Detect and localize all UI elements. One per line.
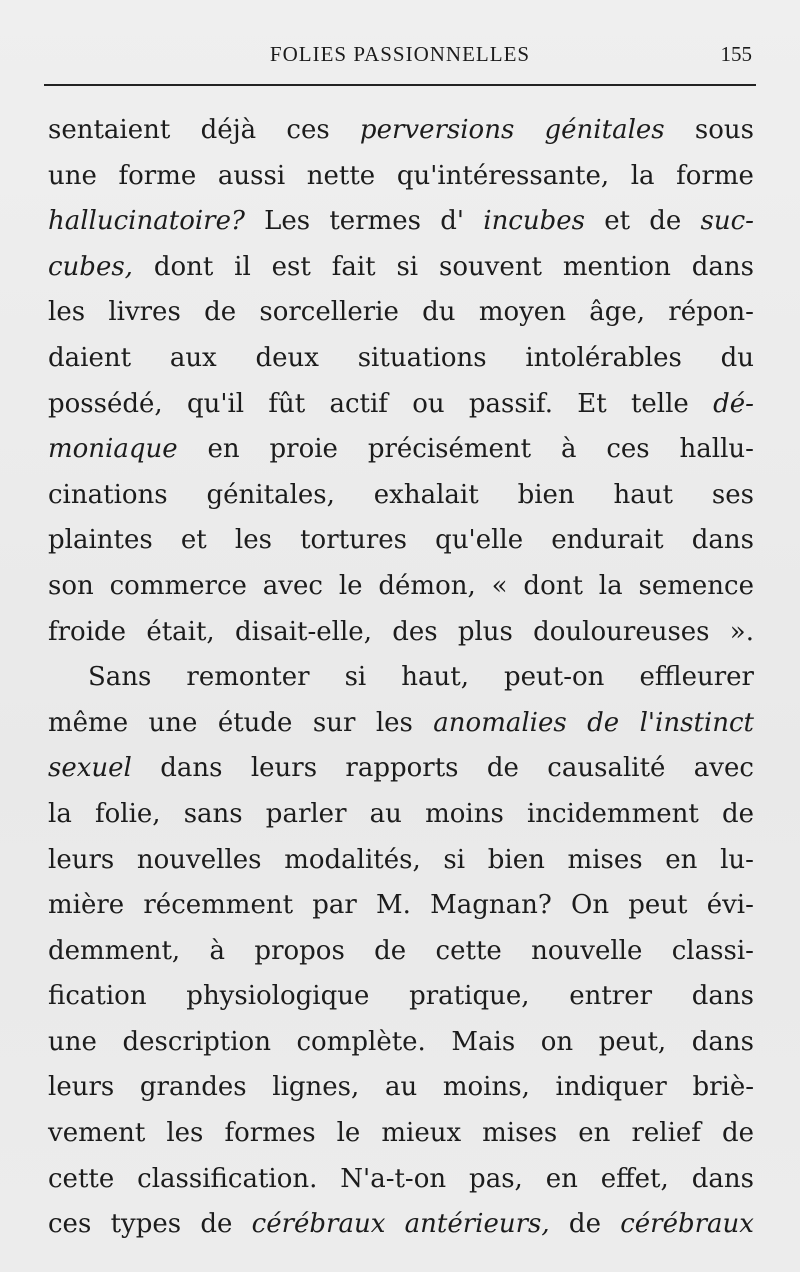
word: endurait bbox=[551, 525, 664, 556]
word: causalité bbox=[547, 753, 666, 784]
word: à bbox=[560, 434, 577, 465]
word: mieux bbox=[381, 1118, 462, 1149]
text-line bbox=[48, 564, 754, 610]
word: passif. bbox=[468, 388, 553, 419]
text-line bbox=[48, 655, 754, 701]
word: peut-on bbox=[504, 662, 605, 693]
word: ces bbox=[286, 115, 330, 145]
text-line bbox=[48, 1111, 754, 1157]
word: le bbox=[336, 1118, 361, 1149]
word: dont bbox=[153, 251, 214, 282]
text-line bbox=[48, 929, 754, 975]
word: possédé, bbox=[48, 388, 163, 419]
word: douloureuses bbox=[533, 616, 710, 647]
word: remonter bbox=[186, 662, 310, 693]
running-head bbox=[48, 40, 752, 72]
word: si bbox=[396, 251, 419, 282]
word: les bbox=[48, 297, 86, 328]
word: de bbox=[568, 1209, 601, 1240]
word: Magnan? bbox=[430, 890, 552, 921]
word: dans bbox=[691, 981, 754, 1012]
word: classi- bbox=[671, 935, 754, 966]
text-line bbox=[48, 199, 754, 245]
italic-word: dé- bbox=[713, 388, 754, 419]
word: relief bbox=[631, 1118, 701, 1149]
italic-word: suc- bbox=[700, 206, 754, 237]
word: ces bbox=[606, 434, 650, 465]
word: moins bbox=[425, 798, 504, 829]
word: qu'elle bbox=[435, 525, 524, 556]
word: exhalait bbox=[373, 479, 479, 510]
word: propos bbox=[254, 935, 345, 966]
word: telle bbox=[630, 388, 689, 419]
text-line bbox=[48, 336, 754, 382]
italic-word: de bbox=[587, 707, 620, 738]
italic-word: génitales bbox=[544, 115, 665, 145]
word: rapports bbox=[345, 753, 459, 784]
word: une bbox=[48, 160, 97, 191]
running-title: FOLIES PASSIONNELLES bbox=[269, 42, 531, 66]
word: moyen bbox=[478, 297, 566, 328]
word: fût bbox=[268, 388, 306, 419]
text-line bbox=[48, 701, 754, 747]
word: avec bbox=[262, 570, 323, 601]
header-rule bbox=[44, 84, 756, 86]
text-line bbox=[48, 1157, 754, 1203]
word: ces bbox=[48, 1209, 92, 1240]
word: du bbox=[422, 297, 456, 328]
italic-word: hallucinatoire? bbox=[48, 206, 245, 237]
word: semence bbox=[638, 570, 754, 601]
text-line bbox=[48, 792, 754, 838]
word: aussi bbox=[217, 160, 286, 191]
word: leurs bbox=[48, 844, 115, 875]
word: fait bbox=[331, 251, 376, 282]
word: les bbox=[375, 707, 413, 738]
word: avec bbox=[693, 753, 754, 784]
word: dans bbox=[691, 1163, 754, 1194]
word: commerce bbox=[109, 570, 247, 601]
word: types bbox=[110, 1209, 182, 1240]
word: indiquer bbox=[555, 1072, 667, 1103]
word: étude bbox=[217, 707, 293, 738]
word: haut, bbox=[401, 662, 469, 693]
word: de bbox=[200, 1209, 233, 1240]
word: si bbox=[443, 844, 466, 875]
word: plus bbox=[457, 616, 513, 647]
word: aux bbox=[169, 342, 217, 373]
word: « bbox=[491, 570, 508, 601]
word: complète. bbox=[296, 1026, 426, 1057]
word: et bbox=[604, 206, 631, 237]
word: et bbox=[180, 525, 207, 556]
word: il bbox=[234, 251, 251, 282]
word: démon, bbox=[378, 570, 476, 601]
word: de bbox=[374, 935, 407, 966]
text-line bbox=[48, 427, 754, 473]
word: peut, bbox=[598, 1026, 667, 1057]
text-line bbox=[48, 518, 754, 564]
text-line bbox=[48, 1065, 754, 1111]
word: nette bbox=[306, 160, 376, 191]
body-text bbox=[48, 108, 754, 1248]
text-line bbox=[48, 473, 754, 519]
text-line bbox=[48, 290, 754, 336]
word: Et bbox=[577, 388, 607, 419]
italic-word: cérébraux bbox=[251, 1209, 386, 1240]
word: effleurer bbox=[639, 662, 754, 693]
word: dont bbox=[523, 570, 583, 601]
text-line bbox=[48, 382, 754, 428]
word: physiologique bbox=[186, 981, 370, 1012]
word: disait-elle, bbox=[234, 616, 372, 647]
word: leurs bbox=[48, 1072, 115, 1103]
text-line bbox=[48, 746, 754, 792]
italic-word: antérieurs, bbox=[404, 1209, 550, 1240]
word: sentaient bbox=[48, 115, 171, 145]
word: grandes bbox=[139, 1072, 247, 1103]
word: au bbox=[384, 1072, 418, 1103]
word: à bbox=[209, 935, 226, 966]
word: mises bbox=[567, 844, 643, 875]
word: deux bbox=[255, 342, 319, 373]
word: la bbox=[630, 160, 655, 191]
word: en bbox=[207, 434, 240, 465]
word: dans bbox=[691, 251, 754, 282]
word: effet, bbox=[600, 1163, 669, 1194]
word: récemment bbox=[143, 890, 294, 921]
word: mention bbox=[562, 251, 671, 282]
word: souvent bbox=[439, 251, 543, 282]
word: nouvelles bbox=[136, 844, 262, 875]
word: cinations bbox=[48, 479, 168, 510]
word: en bbox=[665, 844, 698, 875]
word: briè- bbox=[692, 1072, 754, 1103]
word: proie bbox=[269, 434, 338, 465]
word: On bbox=[571, 890, 610, 921]
word: dans bbox=[160, 753, 223, 784]
word: est bbox=[271, 251, 311, 282]
word: termes bbox=[329, 206, 422, 237]
word: sans bbox=[183, 798, 243, 829]
word: en bbox=[578, 1118, 611, 1149]
word: on bbox=[540, 1026, 574, 1057]
word: déjà bbox=[200, 115, 257, 145]
word: de bbox=[649, 206, 682, 237]
word: sous bbox=[694, 115, 754, 145]
word: qu'il bbox=[186, 388, 245, 419]
word: sorcellerie bbox=[259, 297, 399, 328]
word: forme bbox=[118, 160, 197, 191]
text-line bbox=[48, 245, 754, 291]
word: parler bbox=[265, 798, 347, 829]
word: de bbox=[486, 753, 519, 784]
word: hallu- bbox=[679, 434, 754, 465]
word: classification. bbox=[137, 1163, 318, 1194]
word: en bbox=[545, 1163, 578, 1194]
word: moins, bbox=[442, 1072, 530, 1103]
word: ou bbox=[412, 388, 445, 419]
text-line bbox=[48, 974, 754, 1020]
word: haut bbox=[613, 479, 673, 510]
word: vement bbox=[48, 1118, 146, 1149]
word: la bbox=[598, 570, 623, 601]
word: bien bbox=[517, 479, 575, 510]
word: pratique, bbox=[409, 981, 530, 1012]
word: d' bbox=[440, 206, 465, 237]
word: cette bbox=[48, 1163, 115, 1194]
word: daient bbox=[48, 342, 132, 373]
word: de bbox=[721, 1118, 754, 1149]
word: ses bbox=[711, 479, 754, 510]
word: incidemment bbox=[526, 798, 699, 829]
word: leurs bbox=[250, 753, 318, 784]
word: une bbox=[48, 1026, 97, 1057]
word: des bbox=[392, 616, 438, 647]
italic-word: l'instinct bbox=[639, 707, 754, 738]
italic-word: sexuel bbox=[48, 753, 132, 784]
word: de bbox=[204, 297, 237, 328]
word: dans bbox=[691, 525, 754, 556]
word: cette bbox=[435, 935, 502, 966]
word: le bbox=[338, 570, 363, 601]
word: forme bbox=[676, 160, 754, 191]
word: par bbox=[312, 890, 357, 921]
word: livres bbox=[108, 297, 181, 328]
word: mises bbox=[482, 1118, 558, 1149]
word: mière bbox=[48, 890, 125, 921]
word: sur bbox=[312, 707, 356, 738]
word: ». bbox=[729, 616, 754, 647]
word: génitales, bbox=[206, 479, 335, 510]
word: description bbox=[122, 1026, 271, 1057]
word: peut bbox=[628, 890, 688, 921]
text-line bbox=[48, 1020, 754, 1066]
page-number: 155 bbox=[720, 42, 752, 66]
word: situations bbox=[357, 342, 487, 373]
word: intolérables bbox=[525, 342, 682, 373]
word: répon- bbox=[668, 297, 754, 328]
word: même bbox=[48, 707, 129, 738]
word: les bbox=[234, 525, 272, 556]
word: une bbox=[148, 707, 198, 738]
word: qu'intéressante, bbox=[396, 160, 610, 191]
italic-word: perversions bbox=[359, 115, 515, 145]
italic-word: cubes, bbox=[48, 251, 133, 282]
word: demment, bbox=[48, 935, 181, 966]
text-line bbox=[48, 1202, 754, 1248]
word: M. bbox=[376, 890, 411, 921]
word: Mais bbox=[451, 1026, 516, 1057]
word: folie, bbox=[94, 798, 161, 829]
word: les bbox=[166, 1118, 204, 1149]
word: modalités, bbox=[284, 844, 421, 875]
word: Sans bbox=[88, 662, 152, 693]
italic-word: anomalies bbox=[433, 707, 567, 738]
word: âge, bbox=[589, 297, 646, 328]
word: lu- bbox=[720, 844, 754, 875]
word: actif bbox=[329, 388, 388, 419]
word: du bbox=[720, 342, 754, 373]
word: de bbox=[721, 798, 754, 829]
text-line bbox=[48, 154, 754, 200]
word: tortures bbox=[300, 525, 407, 556]
word: Les bbox=[264, 206, 311, 237]
word: froide bbox=[48, 616, 127, 647]
text-line bbox=[48, 838, 754, 884]
word: nouvelle bbox=[531, 935, 643, 966]
word: formes bbox=[224, 1118, 316, 1149]
word: si bbox=[344, 662, 367, 693]
italic-word: moniaque bbox=[48, 434, 178, 465]
text-line bbox=[48, 610, 754, 656]
word: son bbox=[48, 570, 94, 601]
word: N'a-t-on bbox=[340, 1163, 447, 1194]
text-line bbox=[48, 883, 754, 929]
word: évi- bbox=[706, 890, 754, 921]
word: au bbox=[369, 798, 402, 829]
word: fication bbox=[48, 981, 147, 1012]
word: lignes, bbox=[272, 1072, 360, 1103]
text-line bbox=[48, 108, 754, 154]
italic-word: cérébraux bbox=[620, 1209, 754, 1240]
word: la bbox=[48, 798, 72, 829]
word: plaintes bbox=[48, 525, 153, 556]
word: bien bbox=[487, 844, 545, 875]
word: entrer bbox=[569, 981, 653, 1012]
word: pas, bbox=[469, 1163, 523, 1194]
word: précisément bbox=[367, 434, 532, 465]
word: était, bbox=[146, 616, 215, 647]
word: dans bbox=[691, 1026, 754, 1057]
italic-word: incubes bbox=[483, 206, 585, 237]
